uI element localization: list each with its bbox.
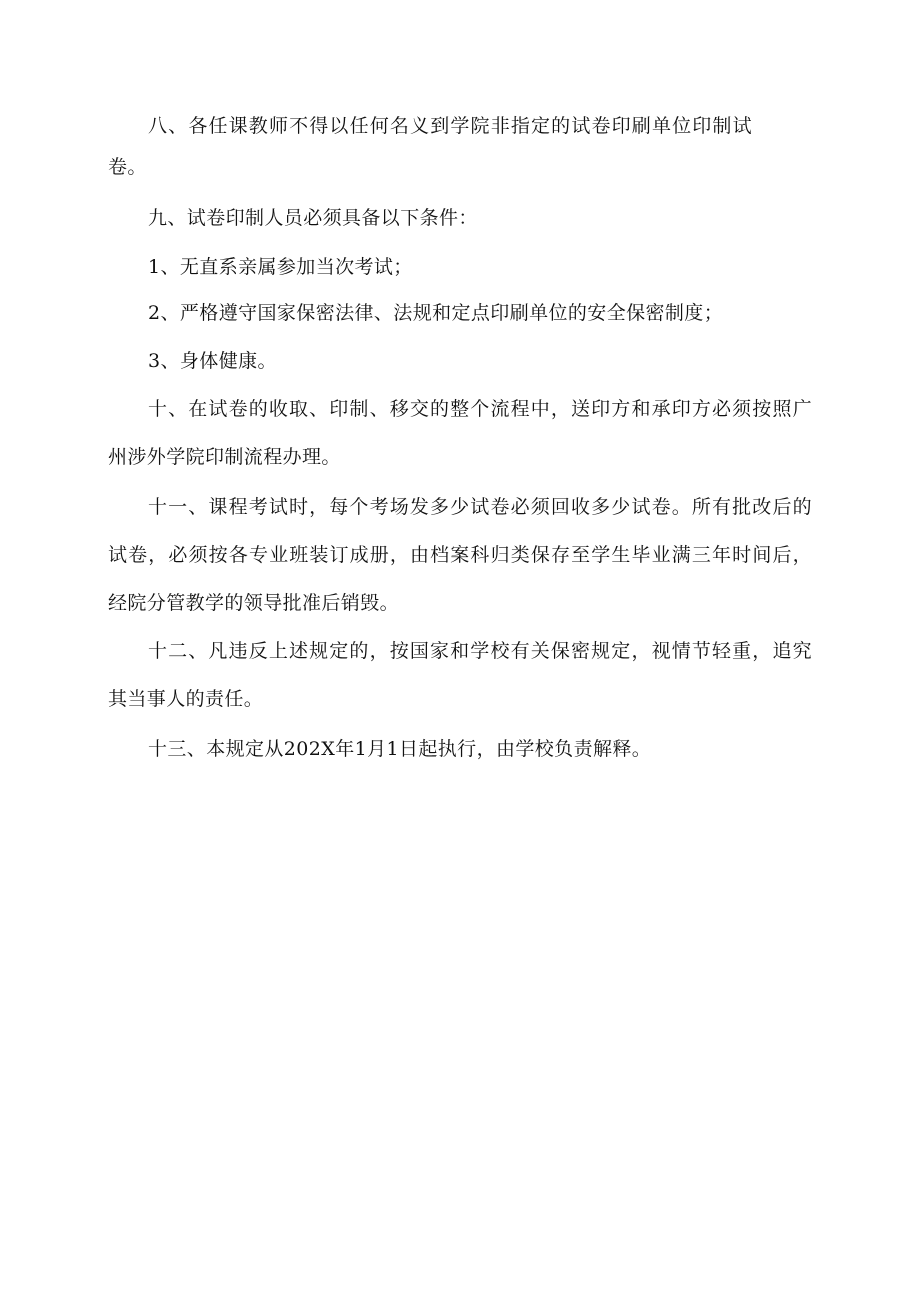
paragraph-8-line-2: 卷。: [108, 156, 147, 178]
paragraph-12-line-1: 十二、凡违反上述规定的，按国家和学校有关保密规定，视情节轻重，追究: [148, 640, 812, 662]
paragraph-9-item-2: 2、严格遵守国家保密法律、法规和定点印刷单位的安全保密制度；: [148, 302, 724, 324]
paragraph-12-line-2: 其当事人的责任。: [108, 688, 264, 710]
paragraph-9-item-1: 1、无直系亲属参加当次考试；: [148, 256, 413, 278]
paragraph-9-heading: 九、试卷印制人员必须具备以下条件：: [148, 207, 478, 229]
paragraph-11-line-1: 十一、课程考试时，每个考场发多少试卷必须回收多少试卷。所有批改后的: [148, 496, 812, 518]
paragraph-10-line-2: 州涉外学院印制流程办理。: [108, 446, 341, 468]
paragraph-10-line-1: 十、在试卷的收取、印制、移交的整个流程中，送印方和承印方必须按照广: [148, 398, 812, 420]
paragraph-9-item-3: 3、身体健康。: [148, 350, 277, 372]
paragraph-8-line-1: 八、各任课教师不得以任何名义到学院非指定的试卷印刷单位印制试: [148, 115, 752, 137]
paragraph-11-line-2: 试卷，必须按各专业班装订成册，由档案科归类保存至学生毕业满三年时间后，: [108, 544, 812, 566]
paragraph-11-line-3: 经院分管教学的领导批准后销毁。: [108, 592, 400, 614]
paragraph-13: 十三、本规定从202X年1月1日起执行，由学校负责解释。: [148, 738, 652, 760]
